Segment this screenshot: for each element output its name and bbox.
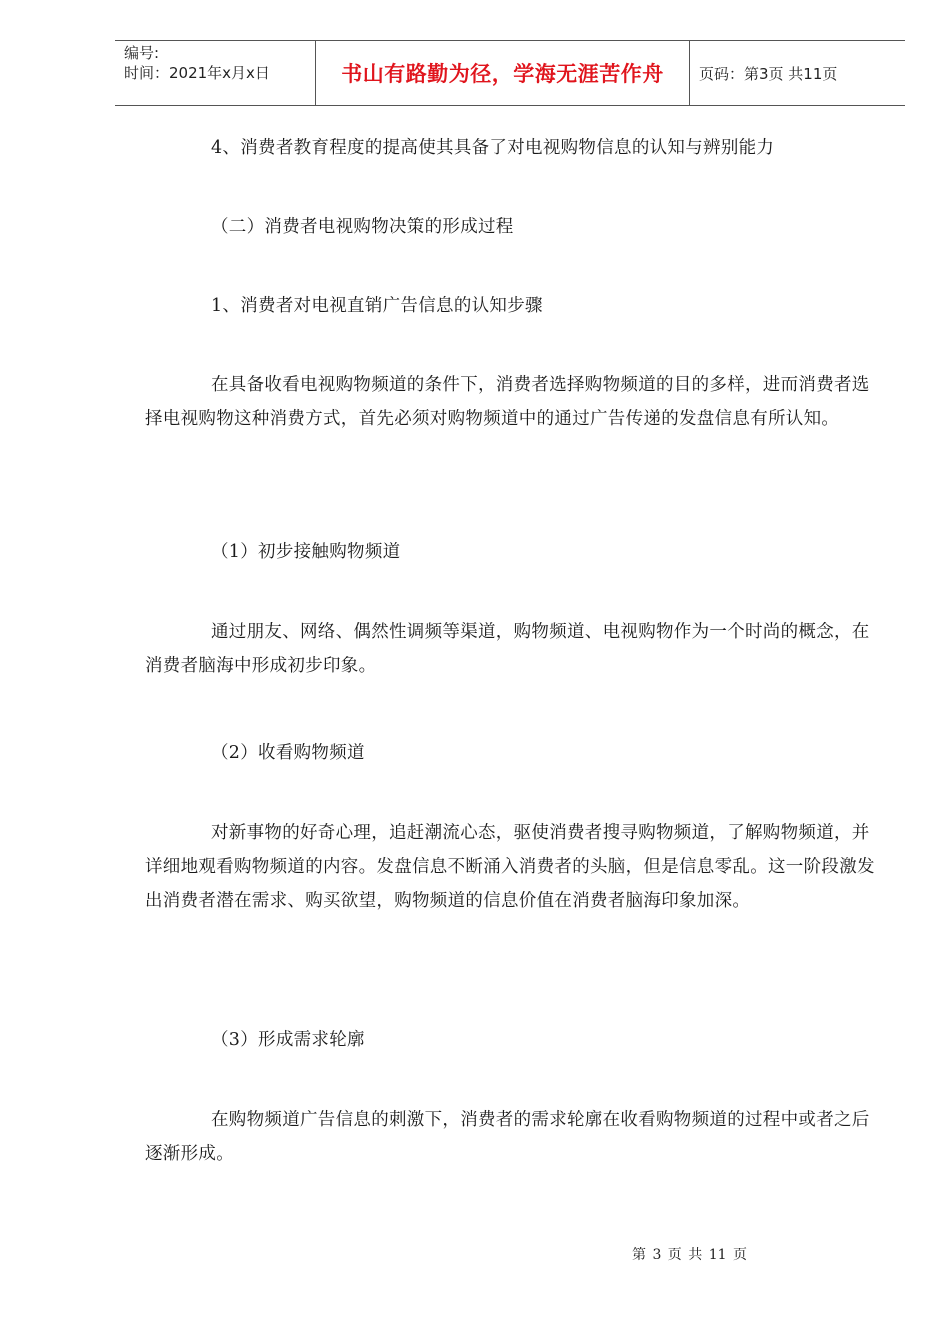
body-step-heading-3: （3）形成需求轮廓 — [211, 1030, 365, 1050]
body-step-heading-1: （1）初步接触购物频道 — [211, 542, 401, 562]
motto-text: 书山有路勤为径，学海无涯苦作舟 — [341, 62, 664, 86]
body-section-heading: （二）消费者电视购物决策的形成过程 — [211, 217, 514, 237]
header-meta-cell — [115, 41, 316, 105]
page-footer: 第 3 页 共 11 页 — [632, 1247, 747, 1263]
body-heading-item-4: 4、消费者教育程度的提高使其具备了对电视购物信息的认知与辨别能力 — [211, 138, 775, 158]
body-paragraph: 通过朋友、网络、偶然性调频等渠道，购物频道、电视购物作为一个时尚的概念，在消费者脑海中形成初步印象。 — [145, 622, 870, 676]
body-paragraph: 在购物频道广告信息的刺激下，消费者的需求轮廓在收看购物频道的过程中或者之后逐渐形成。 — [145, 1110, 870, 1164]
date-label: 时间：2021年x月x日 — [124, 64, 270, 82]
page-number-label: 页码：第3页 共11页 — [699, 64, 838, 83]
page-header — [115, 40, 905, 106]
body-paragraph: 对新事物的好奇心理，追赶潮流心态，驱使消费者搜寻购物频道，了解购物频道，并详细地观看购物频道的内容。发盘信息不断涌入消费者的头脑，但是信息零乱。这一阶段激发出消费者潜在需求、购买欲望，购物频道的信息价值在消费者脑海印象加深。 — [145, 823, 875, 911]
serial-number-label: 编号: — [124, 44, 160, 62]
header-motto-cell — [316, 41, 690, 105]
body-paragraph: 在具备收看电视购物频道的条件下，消费者选择购物频道的目的多样，进而消费者选择电视购物这种消费方式，首先必须对购物频道中的通过广告传递的发盘信息有所认知。 — [145, 375, 870, 429]
body-subsection-heading: 1、消费者对电视直销广告信息的认知步骤 — [211, 296, 543, 316]
header-page-cell — [690, 41, 905, 105]
body-step-heading-2: （2）收看购物频道 — [211, 743, 365, 763]
